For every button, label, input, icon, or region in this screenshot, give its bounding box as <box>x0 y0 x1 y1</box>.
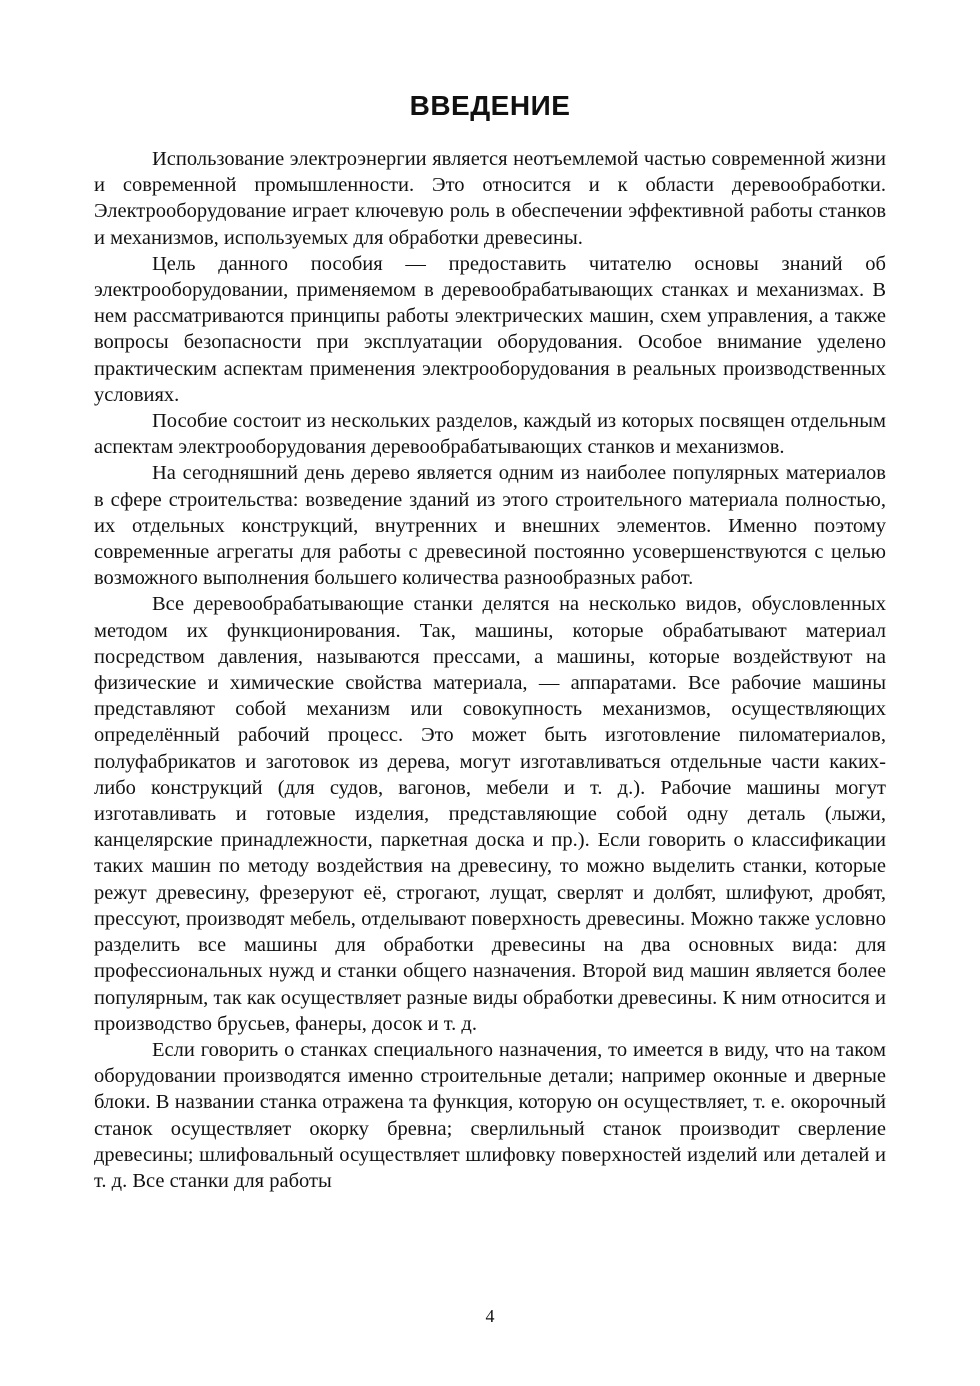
page-number: 4 <box>485 1306 495 1326</box>
paragraph: Цель данного пособия — предоставить читателю основы знаний об электрооборудовании, применяемом в деревообрабатывающих станках и механизмах. В нем рассматриваются принципы работы электрических машин, схем управления, а также вопросы безопасности при эксплуатации оборудования. Особое внимание уделено практическим аспектам применения электрооборудования в реальных производственных условиях. <box>94 252 886 406</box>
paragraph: На сегодняшний день дерево является одним из наиболее популярных материалов в сфере строительства: возведение зданий из этого строительного материала полностью, их отдельных конструкций, внутренних и внешних элементов. Именно поэтому современные агрегаты для работы с древесиной постоянно усовершенствуются с целью возможного выполнения большего количества разнообразных работ. <box>94 462 886 590</box>
paragraph: Если говорить о станках специального назначения, то имеется в виду, что на таком оборудовании производятся именно строительные детали; например оконные и дверные блоки. В названии станка отражена та функция, которую он осуществляет, т. е. окорочный станок осуществляет окорку бревна; сверлильный станок производит сверление древесины; шлифовальный осуществляет шлифовку поверхностей изделий или деталей и т. д. Все станки для работы <box>94 1038 886 1192</box>
paragraph: Все деревообрабатывающие станки делятся на несколько видов, обусловленных методом их функционирования. Так, машины, которые обрабатывают материал посредством давления, называются прессами, а машины, которые воздействуют на физические и химические свойства материала, — аппаратами. Все рабочие машины представляют собой механизм или совокупность механизмов, осуществляющих определённый рабочий процесс. Это может быть изготовление пиломатериалов, полуфабрикатов и заготовок из дерева, могут изготавливаться отдельные части каких-либо конструкций (для судов, вагонов, мебели и т. д.). Рабочие машины могут изготавливать и готовые изделия, представляющие собой одну деталь (лыжи, канцелярские принадлежности, паркетная доска и пр.). Если говорить о классификации таких машин по методу воздействия на древесину, то можно выделить станки, которые режут древесину, фрезеруют её, строгают, лущат, сверлят и долбят, шлифуют, дробят, прессуют, производят мебель, отделывают поверхность древесины. Можно также условно разделить все машины для обработки древесины на два основных вида: для профессиональных нужд и станки общего назначения. Второй вид машин является более популярным, так как осуществляет разные виды обработки древесины. К ним относится и производство брусьев, фанеры, досок и т. д. <box>94 593 886 1035</box>
body-text <box>94 146 886 1194</box>
paragraph: Пособие состоит из нескольких разделов, каждый из которых посвящен отдельным аспектам электрооборудования деревообрабатывающих станков и механизмов. <box>94 410 886 459</box>
paragraph: Использование электроэнергии является неотъемлемой частью современной жизни и современной промышленности. Это относится и к области деревообработки. Электрооборудование играет ключевую роль в обеспечении эффективной работы станков и механизмов, используемых для обработки древесины. <box>94 148 886 249</box>
page-title: ВВЕДЕНИЕ <box>409 90 571 121</box>
